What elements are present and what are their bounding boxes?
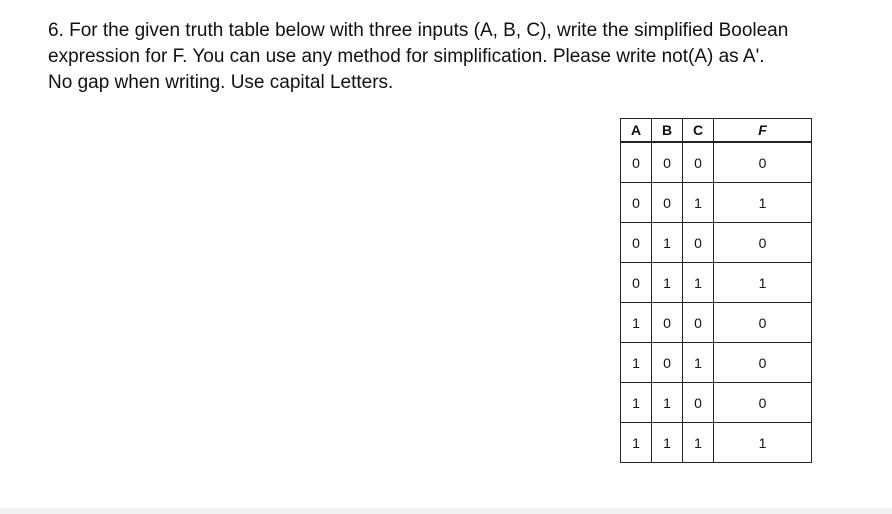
cell-f: 0	[714, 343, 812, 383]
cell-a: 0	[621, 223, 652, 263]
truth-table	[620, 118, 812, 463]
table-row	[621, 383, 812, 423]
cell-c: 0	[683, 303, 714, 343]
cell-b: 0	[652, 183, 683, 223]
cell-f: 1	[714, 183, 812, 223]
table-row	[621, 183, 812, 223]
header-a: A	[621, 119, 652, 143]
cell-a: 1	[621, 303, 652, 343]
cell-c: 0	[683, 223, 714, 263]
cell-f: 1	[714, 263, 812, 303]
table-row	[621, 223, 812, 263]
header-c: C	[683, 119, 714, 143]
question-line-3: No gap when writing. Use capital Letters.	[48, 72, 394, 93]
cell-b: 1	[652, 423, 683, 463]
table-row	[621, 303, 812, 343]
cell-c: 1	[683, 263, 714, 303]
table-row	[621, 423, 812, 463]
cell-c: 0	[683, 383, 714, 423]
cell-f: 0	[714, 383, 812, 423]
cell-b: 0	[652, 142, 683, 183]
cell-c: 1	[683, 343, 714, 383]
cell-b: 1	[652, 263, 683, 303]
cell-f: 0	[714, 142, 812, 183]
header-b: B	[652, 119, 683, 143]
cell-f: 0	[714, 223, 812, 263]
cell-a: 0	[621, 263, 652, 303]
cell-b: 0	[652, 343, 683, 383]
cell-a: 0	[621, 183, 652, 223]
cell-c: 1	[683, 423, 714, 463]
cell-b: 1	[652, 223, 683, 263]
bottom-divider	[0, 508, 892, 514]
cell-a: 0	[621, 142, 652, 183]
cell-f: 1	[714, 423, 812, 463]
cell-b: 1	[652, 383, 683, 423]
question-text	[48, 18, 868, 96]
cell-c: 1	[683, 183, 714, 223]
table-row	[621, 263, 812, 303]
header-f: F	[714, 119, 812, 143]
cell-a: 1	[621, 383, 652, 423]
table-row	[621, 343, 812, 383]
question-line-2: expression for F. You can use any method for simplification. Please write not(A) as A'.	[48, 46, 765, 67]
table-row	[621, 142, 812, 183]
question-line-1: 6. For the given truth table below with three inputs (A, B, C), write the simplified Boolean	[48, 20, 789, 41]
table-header-row	[621, 119, 812, 143]
cell-c: 0	[683, 142, 714, 183]
cell-f: 0	[714, 303, 812, 343]
cell-a: 1	[621, 423, 652, 463]
cell-b: 0	[652, 303, 683, 343]
cell-a: 1	[621, 343, 652, 383]
